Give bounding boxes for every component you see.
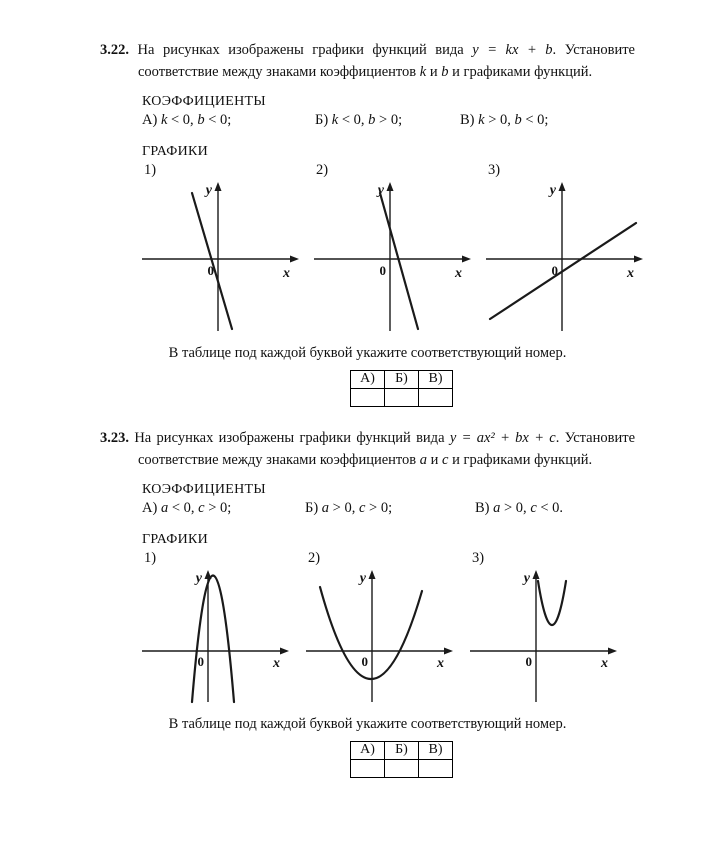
graph-label: 1) (144, 549, 157, 566)
option-var: b (197, 111, 205, 128)
graph-block-2 (312, 162, 472, 333)
problem-statement (100, 428, 635, 472)
option-var: a (493, 499, 501, 516)
function-formula: y = kx + b (472, 42, 553, 58)
y-axis-label: y (549, 182, 556, 198)
variable-a: a (419, 451, 428, 468)
option-var: b (368, 111, 376, 128)
parabola-graph-opens-up-positive-intercept (468, 569, 618, 704)
option-label: Б) (305, 499, 319, 516)
y-axis-label: y (205, 182, 212, 198)
option-v (475, 500, 563, 517)
options-row (100, 500, 635, 522)
graph-label: 2) (308, 549, 321, 566)
answer-cell-a[interactable] (351, 388, 385, 406)
option-text: < 0; (525, 111, 549, 128)
problem-statement (100, 40, 635, 84)
option-b (305, 500, 392, 517)
statement-text: и (430, 451, 439, 468)
option-text: > 0, (504, 499, 527, 516)
statement-text: На рисунках изображены графики функций вида (137, 42, 464, 58)
option-var: a (321, 499, 330, 516)
statement-text: и графиками функций. (452, 63, 593, 80)
graphs-heading: ГРАФИКИ (142, 143, 209, 159)
statement-text: . Установите соответствие между знаками коэффициентов (138, 42, 635, 80)
answer-cell-v[interactable] (419, 759, 453, 777)
origin-label: 0 (379, 262, 386, 278)
option-text: < 0; (208, 111, 232, 128)
table-answer-row (351, 388, 453, 406)
statement-text: . Установите соответствие между знаками коэффициентов (138, 430, 635, 468)
origin-label: 0 (361, 653, 368, 669)
x-axis-label: x (627, 265, 634, 281)
parabola-graph-opens-down-positive-intercept (140, 569, 290, 704)
option-label: Б) (315, 111, 329, 128)
graph-block-2 (304, 550, 454, 704)
coefficients-heading: КОЭФФИЦИЕНТЫ (142, 93, 266, 109)
x-axis-arrow-icon (280, 647, 289, 654)
x-axis-label: x (283, 265, 290, 281)
answer-cell-a[interactable] (351, 759, 385, 777)
problem-number: 3.23. (100, 430, 129, 446)
x-axis-label: x (437, 655, 444, 671)
option-text: > 0; (208, 499, 232, 516)
option-text: > 0; (379, 111, 403, 128)
option-text: > 0, (488, 111, 511, 128)
y-axis-arrow-icon (533, 570, 540, 579)
statement-text: и (429, 63, 438, 80)
answer-header-a: А) (351, 370, 385, 388)
option-text: < 0, (341, 111, 365, 128)
answer-table (350, 370, 453, 407)
answer-header-a: А) (351, 741, 385, 759)
option-label: В) (475, 499, 490, 516)
y-axis-arrow-icon (369, 570, 376, 579)
line-graph-negative-slope-negative-intercept (140, 181, 300, 333)
graph-block-3 (468, 550, 618, 704)
variable-c: c (442, 451, 449, 468)
option-var: a (160, 499, 169, 516)
function-line (380, 193, 418, 329)
y-axis-label: y (523, 570, 530, 586)
function-formula: y = ax² + bx + c (449, 430, 556, 446)
x-axis-arrow-icon (444, 647, 453, 654)
y-axis-label: y (359, 570, 366, 586)
origin-label: 0 (197, 653, 204, 669)
problem-3-23 (100, 428, 635, 778)
graphs-row (140, 550, 635, 704)
origin-label: 0 (207, 262, 214, 278)
graphs-row (140, 162, 635, 333)
x-axis-arrow-icon (608, 647, 617, 654)
answer-cell-b[interactable] (385, 759, 419, 777)
option-label: А) (142, 499, 158, 516)
line-graph-positive-slope-negative-intercept (484, 181, 644, 333)
y-axis-arrow-icon (215, 182, 222, 191)
statement-text: На рисунках изображены графики функций вида (134, 430, 445, 446)
variable-b: b (441, 63, 449, 80)
line-graph-negative-slope-positive-intercept (312, 181, 472, 333)
option-label: А) (142, 111, 158, 128)
table-header-row (351, 741, 453, 759)
option-text: > 0; (369, 499, 393, 516)
origin-label: 0 (551, 262, 558, 278)
option-a (142, 500, 231, 517)
graphs-heading: ГРАФИКИ (142, 531, 209, 547)
option-text: < 0. (540, 499, 564, 516)
option-text: < 0, (171, 499, 195, 516)
answer-table (350, 741, 453, 778)
option-v (460, 112, 548, 129)
function-line (490, 223, 636, 319)
problem-3-22 (100, 40, 635, 407)
y-axis-arrow-icon (559, 182, 566, 191)
graph-label: 3) (488, 161, 501, 178)
function-parabola (192, 575, 234, 702)
function-parabola (538, 581, 566, 625)
option-var: c (530, 499, 537, 516)
graph-label: 3) (472, 549, 485, 566)
x-axis-arrow-icon (462, 255, 471, 262)
origin-label: 0 (525, 653, 532, 669)
table-note: В таблице под каждой буквой укажите соответствующий номер. (168, 715, 567, 732)
problem-number: 3.22. (100, 42, 129, 58)
answer-header-b: Б) (385, 741, 419, 759)
option-a (142, 112, 231, 129)
y-axis-arrow-icon (387, 182, 394, 191)
x-axis-label: x (273, 655, 280, 671)
option-var: k (478, 111, 485, 128)
statement-text: и графиками функций. (452, 451, 593, 468)
table-answer-row (351, 759, 453, 777)
answer-cell-b[interactable] (385, 388, 419, 406)
option-label: В) (460, 111, 475, 128)
table-header-row (351, 370, 453, 388)
graph-block-3 (484, 162, 644, 333)
option-text: < 0, (171, 111, 194, 128)
variable-k: k (419, 63, 427, 80)
option-var: b (514, 111, 522, 128)
option-var: c (198, 499, 205, 516)
answer-header-b: Б) (385, 370, 419, 388)
parabola-graph-opens-up-negative-intercept (304, 569, 454, 704)
option-var: c (358, 499, 366, 516)
answer-header-v: В) (419, 741, 453, 759)
option-var: k (331, 111, 339, 128)
x-axis-arrow-icon (290, 255, 299, 262)
coefficients-heading: КОЭФФИЦИЕНТЫ (142, 481, 266, 497)
answer-cell-v[interactable] (419, 388, 453, 406)
graph-label: 1) (144, 161, 157, 178)
option-var: k (160, 111, 168, 128)
graph-block-1 (140, 550, 290, 704)
x-axis-label: x (455, 265, 462, 281)
graph-label: 2) (316, 161, 329, 178)
option-text: > 0, (332, 499, 356, 516)
y-axis-label: y (377, 182, 384, 198)
table-note: В таблице под каждой буквой укажите соответствующий номер. (168, 344, 567, 361)
function-parabola (320, 587, 422, 679)
answer-header-v: В) (419, 370, 453, 388)
options-row (100, 112, 635, 134)
graph-block-1 (140, 162, 300, 333)
x-axis-arrow-icon (634, 255, 643, 262)
x-axis-label: x (601, 655, 608, 671)
option-b (315, 112, 402, 129)
function-line (192, 193, 232, 329)
y-axis-label: y (195, 570, 202, 586)
